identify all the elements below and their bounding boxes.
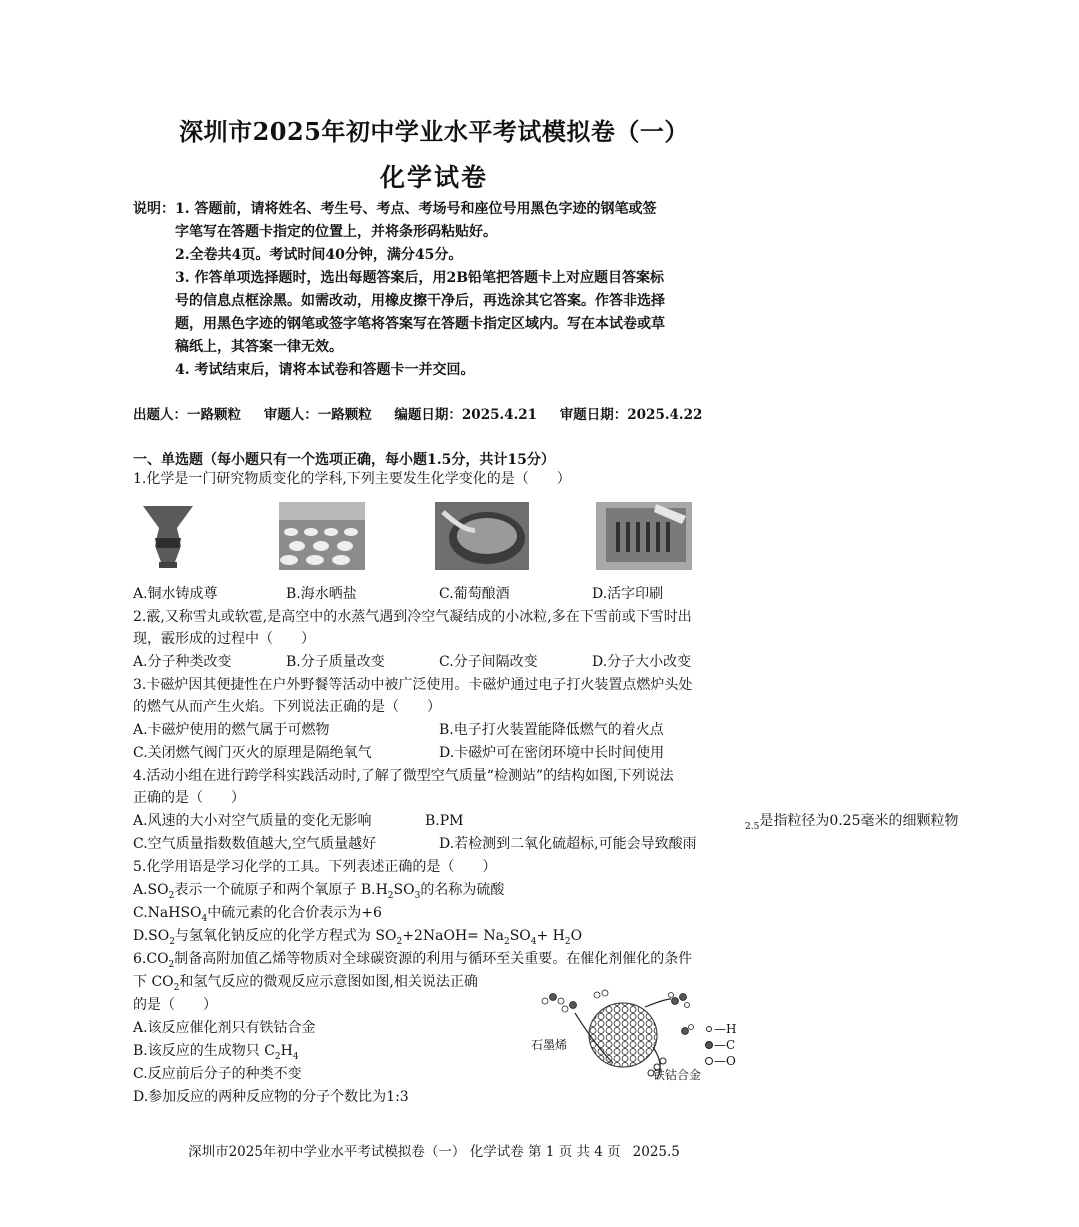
q2-option-d[interactable]: D.分子大小改变 <box>592 654 692 670</box>
question-5-stem: 5.化学用语是学习化学的工具。下列表述正确的是（ ） <box>133 859 497 875</box>
q5-a-sub: 2 <box>168 890 175 901</box>
q1-option-b[interactable]: B.海水晒盐 <box>286 586 357 602</box>
footer-text: 深圳市2025年初中学业水平考试模拟卷（一） 化学试卷 第 1 页 共 4 页 <box>188 1144 621 1160</box>
page-footer <box>0 1140 868 1160</box>
q5-a-text4: 的名称为硫酸 <box>420 882 505 898</box>
instruction-3-cont2: 题，用黑色字迹的钢笔或签字笔将答案写在答题卡指定区域内。写在本试卷或草 <box>175 316 665 332</box>
instruction-1: 1. 答题前，请将姓名、考生号、考点、考场号和座位号用黑色字迹的钢笔或签 <box>175 201 657 217</box>
q5-d-sub2: 2 <box>396 936 403 947</box>
meta-line <box>133 403 743 423</box>
q3-option-b[interactable]: B.电子打火装置能降低燃气的着火点 <box>439 722 664 738</box>
q1-option-c[interactable]: C.葡萄酿酒 <box>439 586 510 602</box>
legend-o: —O <box>714 1054 736 1068</box>
q6-s2-text: 下 CO <box>133 974 174 990</box>
author: 出题人：一路颗粒 <box>133 407 241 423</box>
q6-s1-text: 6.CO <box>133 951 169 967</box>
question-4-options-row2 <box>133 833 745 856</box>
q5-d-text5: + H <box>536 928 565 944</box>
legend-c-icon <box>706 1042 713 1049</box>
q4-option-d[interactable]: D.若检测到二氧化硫超标,可能会导致酸雨 <box>439 836 697 852</box>
legend-h-icon <box>707 1027 712 1032</box>
q5-a-sub3: 3 <box>414 890 421 901</box>
section-heading: 一、单选题（每小题只有一个选项正确，每小题1.5分，共计15分） <box>133 452 555 468</box>
q2-option-c[interactable]: C.分子间隔改变 <box>439 654 538 670</box>
compile-date: 编题日期：2025.4.21 <box>394 407 538 423</box>
bronze-zun-image <box>137 502 199 570</box>
instructions <box>133 198 773 382</box>
reviewer: 审题人：一路颗粒 <box>263 407 372 423</box>
q5-d-sub: 2 <box>169 936 175 947</box>
label-alloy: 铁钴合金 <box>653 1068 702 1082</box>
question-4-stem-2: 正确的是（ ） <box>133 790 245 806</box>
q5-d-text6: O <box>570 928 583 944</box>
instruction-1-cont: 字笔写在答题卡指定的位置上，并将条形码粘贴好。 <box>175 224 497 240</box>
q6-option-d[interactable]: D.参加反应的两种反应物的分子个数比为1:3 <box>133 1089 409 1105</box>
q6-option-a[interactable]: A.该反应催化剂只有铁钴合金 <box>133 1020 316 1036</box>
question-3-options-row2 <box>133 742 745 765</box>
instruction-4: 4. 考试结束后，请将本试卷和答题卡一并交回。 <box>175 362 475 378</box>
q6-b-sub2: 4 <box>292 1051 299 1062</box>
q4-b-text: B.PM <box>425 813 464 829</box>
instruction-3-cont1: 号的信息点框涂黑。如需改动，用橡皮擦干净后，再选涂其它答案。作答非选择 <box>175 293 665 309</box>
q2-option-a[interactable]: A.分子种类改变 <box>133 654 232 670</box>
question-4-stem-1: 4.活动小组在进行跨学科实践活动时,了解了微型空气质量“检测站”的结构如图,下列说法 <box>133 768 674 784</box>
label-graphene: 石墨烯 <box>531 1038 568 1052</box>
q6-b-text: B.该反应的生成物只 C <box>133 1043 275 1059</box>
subject-title: 化学试卷 <box>379 163 488 192</box>
question-2-stem-1: 2.霰,又称雪丸或软雹,是高空中的水蒸气遇到冷空气凝结成的小冰粒,多在下雪前或下雪时出 <box>133 609 692 625</box>
q2-option-b[interactable]: B.分子质量改变 <box>286 654 385 670</box>
q5-d-sub4: 4 <box>530 936 537 947</box>
q1-option-d[interactable]: D.活字印刷 <box>592 586 664 602</box>
question-3-stem-2: 的燃气从而产生火焰。下列说法正确的是（ ） <box>133 699 441 715</box>
q6-s2-sub: 2 <box>173 982 180 993</box>
review-date: 审题日期：2025.4.22 <box>559 407 703 423</box>
instruction-3-cont3: 稿纸上，其答案一律无效。 <box>175 339 343 355</box>
q5-d-sub5: 2 <box>564 936 571 947</box>
question-2-stem-2: 现，霰形成的过程中（ ） <box>133 631 315 647</box>
q6-option-c[interactable]: C.反应前后分子的种类不变 <box>133 1066 302 1082</box>
q3-option-c[interactable]: C.关闭燃气阀门灭火的原理是隔绝氧气 <box>133 745 372 761</box>
legend-h: —H <box>714 1022 737 1036</box>
q4-b-sub: 2.5 <box>745 821 760 832</box>
q6-b-text2: H <box>280 1043 293 1059</box>
q3-option-d[interactable]: D.卡磁炉可在密闭环境中长时间使用 <box>439 745 665 761</box>
q6-s2-text2: 和氢气反应的微观反应示意图如图,相关说法正确 <box>179 974 478 990</box>
q1-option-a[interactable]: A.铜水铸成尊 <box>133 586 218 602</box>
question-1-images <box>133 502 745 572</box>
instructions-lead: 说明： <box>133 201 175 217</box>
q5-a-text: A.SO <box>133 882 169 898</box>
q5-a-text3: SO <box>393 882 415 898</box>
q6-s1-text2: 制备高附加值乙烯等物质对全球碳资源的利用与循环至关重要。在催化剂催化的条件 <box>174 951 693 967</box>
instruction-3: 3. 作答单项选择题时，选出每题答案后，用2B铅笔把答题卡上对应题目答案标 <box>175 270 665 286</box>
q5-a-sub2: 2 <box>387 890 394 901</box>
q5-a-text2: 表示一个硫原子和两个氧原子 B.H <box>174 882 388 898</box>
q5-c-text2: 中硫元素的化合价表示为+6 <box>207 905 382 921</box>
q5-d-sub3: 2 <box>503 936 510 947</box>
q5-d-text4: SO <box>509 928 531 944</box>
q4-option-c[interactable]: C.空气质量指数数值越大,空气质量越好 <box>133 836 377 852</box>
legend-c: —C <box>714 1038 736 1052</box>
q5-c-text: C.NaHSO <box>133 905 202 921</box>
q5-d-text2: 与氢氧化钠反应的化学方程式为 SO <box>174 928 397 944</box>
q5-c-sub: 4 <box>201 913 208 924</box>
sea-salt-image <box>279 502 365 570</box>
exam-title: 深圳市2025年初中学业水平考试模拟卷（一） <box>179 117 689 146</box>
q6-s1-sub: 2 <box>168 959 175 970</box>
question-2-options <box>133 651 745 674</box>
q5-d-text3: +2NaOH= Na <box>402 928 504 944</box>
q6-b-sub: 2 <box>274 1051 281 1062</box>
q4-option-a[interactable]: A.风速的大小对空气质量的变化无影响 <box>133 813 372 829</box>
question-3-stem-1: 3.卡磁炉因其便捷性在户外野餐等活动中被广泛使用。卡磁炉通过电子打火装置点燃炉头处 <box>133 677 693 693</box>
question-3-options-row1 <box>133 719 745 742</box>
footer-date: 2025.5 <box>632 1144 680 1160</box>
q5-d-text: D.SO <box>133 928 170 944</box>
wine-making-image <box>435 502 529 570</box>
instruction-2: 2.全卷共4页。考试时间40分钟，满分45分。 <box>175 247 463 263</box>
question-1-options <box>133 583 745 606</box>
question-6-stem-3: 的是（ ） <box>133 997 217 1013</box>
q3-option-a[interactable]: A.卡磁炉使用的燃气属于可燃物 <box>133 722 330 738</box>
legend-o-icon <box>706 1058 713 1065</box>
question-1-stem: 1.化学是一门研究物质变化的学科,下列主要发生化学变化的是（ ） <box>133 471 571 487</box>
movable-type-image <box>596 502 692 570</box>
q4-b-text2: 是指粒径为0.25毫米的细颗粒物 <box>759 813 959 829</box>
reaction-diagram <box>525 985 745 1085</box>
